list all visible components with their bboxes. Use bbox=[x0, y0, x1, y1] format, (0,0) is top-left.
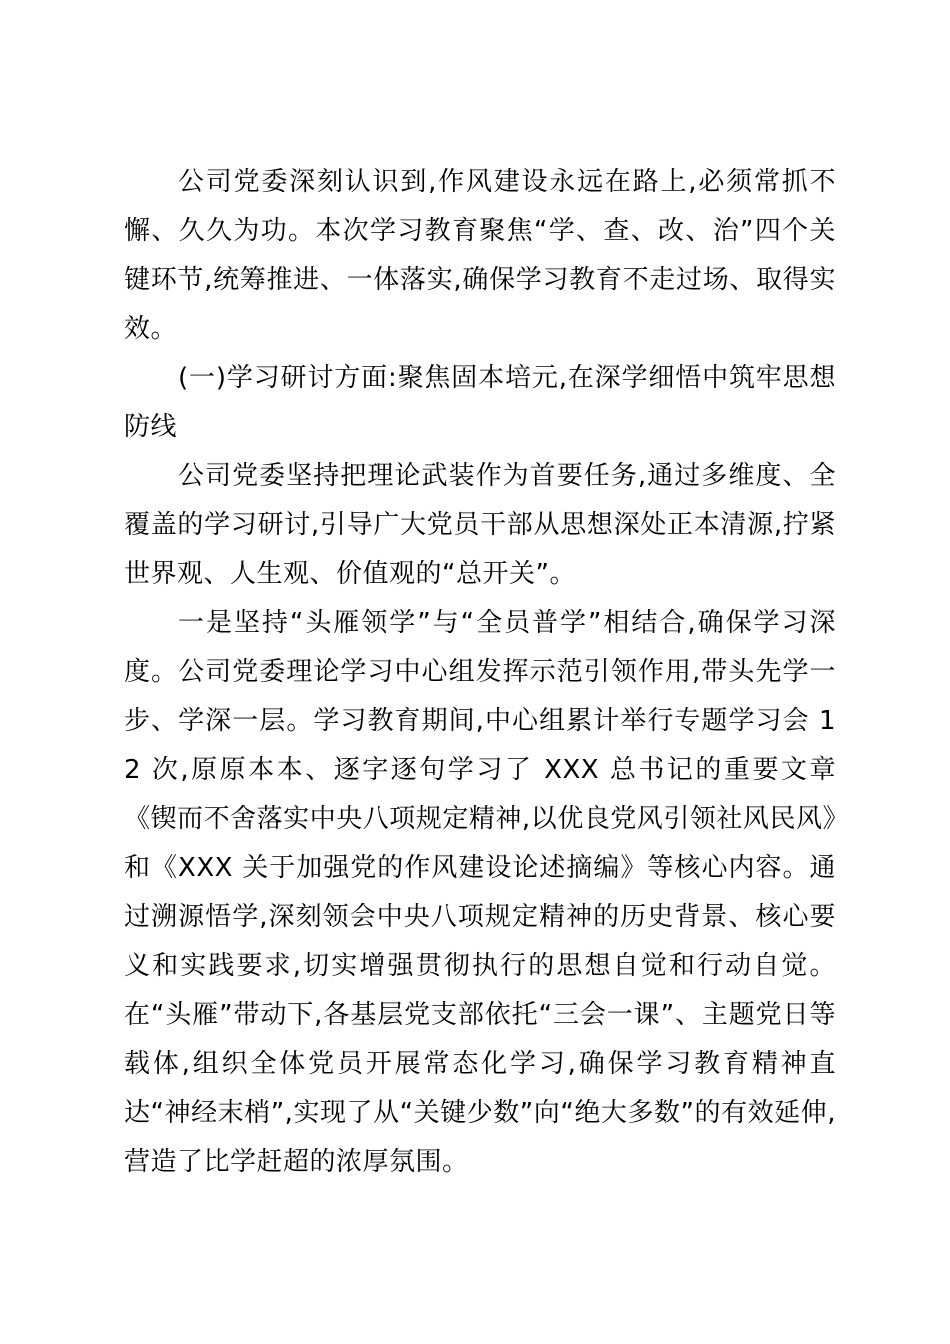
section-heading: (一)学习研讨方面:聚焦固本培元,在深学细悟中筑牢思想防线 bbox=[124, 363, 836, 442]
paragraph-study-depth: 一是坚持“头雁领学”与“全员普学”相结合,确保学习深度。公司党委理论学习中心组发挥示范引领作用,带头先学一步、学深一层。学习教育期间,中心组累计举行专题学习会 12 次,原原本本、逐字逐句学习了 XXX 总书记的重要文章《锲而不舍落实中央八项规定精神,以优良党风引领社风民风》和《XXX 关于加强党的作风建设论述摘编》等核心内容。通过溯源悟学,深刻领会中央八项规定精神的历史背景、核心要义和实践要求,切实增强贯彻执行的思想自觉和行动自觉。在“头雁”带动下,各基层党支部依托“三会一课”、主题党日等载体,组织全体党员开展常态化学习,确保学习教育精神直达“神经末梢”,实现了从“关键少数”向“绝大多数”的有效延伸,营造了比学赶超的浓厚氛围。 bbox=[124, 608, 836, 1177]
paragraph-intro: 公司党委深刻认识到,作风建设永远在路上,必须常抓不懈、久久为功。本次学习教育聚焦“学、查、改、治”四个关键环节,统筹推进、一体落实,确保学习教育不走过场、取得实效。 bbox=[124, 167, 836, 344]
paragraph-theory: 公司党委坚持把理论武装作为首要任务,通过多维度、全覆盖的学习研讨,引导广大党员干部从思想深处正本清源,拧紧世界观、人生观、价值观的“总开关”。 bbox=[124, 461, 836, 589]
document-body bbox=[124, 158, 836, 1187]
